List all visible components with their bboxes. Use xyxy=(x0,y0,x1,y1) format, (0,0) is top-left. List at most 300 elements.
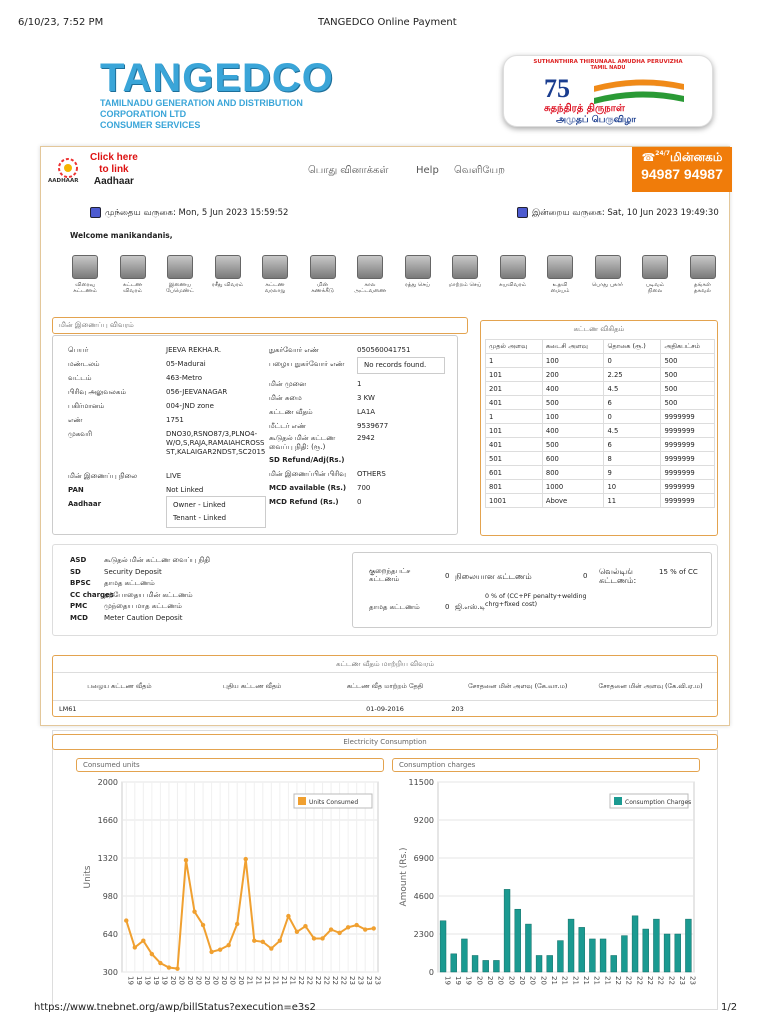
service-label: மின் கணக்கீடு xyxy=(311,282,334,294)
legend-swatch xyxy=(614,797,622,805)
revision-header: பழைய கட்டண வீதம் xyxy=(87,682,152,690)
tariff-cell: 800 xyxy=(542,466,604,480)
service-mail[interactable] xyxy=(686,255,720,294)
revision-header: சோதனை மின் அளவு (கே.வி.ஏ.ம) xyxy=(598,682,703,690)
data-point xyxy=(329,927,333,931)
service-profile[interactable] xyxy=(496,255,530,288)
conn-row xyxy=(269,422,459,434)
conn-row xyxy=(269,498,459,512)
bar[interactable] xyxy=(536,955,542,972)
tariff-cell: 100 xyxy=(542,354,604,368)
bar[interactable] xyxy=(568,919,574,972)
legend-key: BPSC xyxy=(70,579,91,587)
late-charge-value: 0 xyxy=(445,603,450,611)
x-tick-label: 22 xyxy=(296,976,305,985)
conn-label: MCD available (Rs.) xyxy=(269,484,347,492)
service-label: இணைய பேமெண்ட் xyxy=(165,282,195,294)
conn-row xyxy=(68,430,278,472)
conn-row xyxy=(68,472,278,486)
revision-header: சோதனை மின் அளவு (கே.வா.ம) xyxy=(468,682,568,690)
data-point xyxy=(363,927,367,931)
support-icon xyxy=(547,255,573,279)
conn-label: பிரிவு அலுவலகம் xyxy=(68,388,126,396)
tariff-cell: 601 xyxy=(486,466,543,480)
legend-row xyxy=(70,602,350,614)
legend-key: PMC xyxy=(70,602,88,610)
y-tick-label: 2000 xyxy=(97,778,118,787)
conn-value: JEEVA REKHA.R. xyxy=(166,346,222,354)
legend-value: Security Deposit xyxy=(104,567,162,576)
conn-label: மீட்டர் எண் xyxy=(269,422,307,430)
bar[interactable] xyxy=(589,939,595,972)
table-row xyxy=(486,382,715,396)
aadhaar-status-box xyxy=(166,496,266,528)
tariff-cell: 0 xyxy=(604,410,661,424)
amrit-num: 75 xyxy=(544,74,570,103)
tariff-cell: Above xyxy=(542,494,604,508)
aadhaar-link-line1: Click here xyxy=(90,152,138,163)
conn-row xyxy=(269,470,459,484)
service-payment[interactable] xyxy=(163,255,197,294)
nav-faq[interactable]: பொது வினாக்கள் xyxy=(308,165,389,176)
x-tick-label: 21 xyxy=(603,976,612,985)
late-charge-label: தாமத கட்டணம் xyxy=(369,603,420,611)
bar[interactable] xyxy=(493,960,499,972)
table-row xyxy=(486,438,715,452)
min-charge-value: 0 xyxy=(445,572,450,580)
x-tick-label: 22 xyxy=(635,976,644,985)
conn-label: கூடுதல் மின் கட்டண வைப்பு நிதி: (ரூ.) xyxy=(269,434,336,451)
data-point xyxy=(167,965,171,969)
conn-value: 9539677 xyxy=(357,422,389,430)
conn-label: பெயர் xyxy=(68,346,89,354)
clock-icon xyxy=(90,207,101,218)
x-tick-label: 22 xyxy=(667,976,676,985)
service-quick-pay[interactable] xyxy=(68,255,102,294)
revision-panel xyxy=(52,655,718,717)
x-tick-label: 19 xyxy=(454,976,462,985)
x-tick-label: 23 xyxy=(356,976,365,985)
tariff-cell: 500 xyxy=(661,354,715,368)
conn-value: 1751 xyxy=(166,416,184,424)
revision-cell: 203 xyxy=(451,704,464,713)
legend-row xyxy=(70,614,350,626)
revision-header: கட்டண வீத மாற்றம் தேதி xyxy=(346,682,424,690)
bar[interactable] xyxy=(685,919,691,972)
mail-icon xyxy=(690,255,716,279)
y-tick-label: 4600 xyxy=(413,892,434,901)
tariff-cell: 500 xyxy=(661,382,715,396)
conn-value: 700 xyxy=(357,484,371,492)
bar[interactable] xyxy=(675,934,681,972)
service-history[interactable] xyxy=(258,255,292,294)
tariff-cell: 9999999 xyxy=(661,438,715,452)
data-point xyxy=(218,947,222,951)
logo-line2: CONSUMER SERVICES xyxy=(100,120,201,130)
conn-row xyxy=(269,360,459,380)
conn-value: DNO30,RSNO87/3,PLNO4-W/O,S,RAJA,RAMAIAHCROSS ST,KALAIGAR2NDST,SC2015 xyxy=(166,430,266,456)
legend-swatch xyxy=(298,797,306,805)
receipt-icon xyxy=(215,255,241,279)
service-cancel[interactable] xyxy=(401,255,435,288)
service-checklist[interactable] xyxy=(591,255,625,288)
print-header-datetime: 6/10/23, 7:52 PM xyxy=(18,17,104,28)
x-tick-label: 20 xyxy=(194,976,203,985)
revision-cell: LM61 xyxy=(59,704,77,713)
service-bill-status[interactable] xyxy=(116,255,150,294)
service-edit[interactable] xyxy=(448,255,482,288)
conn-label: மின் இணைப்பு நிலை xyxy=(68,472,138,480)
x-tick-label: 22 xyxy=(646,976,654,985)
tariff-cell: 400 xyxy=(542,424,604,438)
bar[interactable] xyxy=(611,955,617,972)
bar[interactable] xyxy=(664,934,670,972)
service-calculator[interactable] xyxy=(306,255,340,294)
logo-line1: TAMILNADU GENERATION AND DISTRIBUTION CORPORATION LTD xyxy=(100,98,303,119)
service-label: கட்டண விவரம் xyxy=(122,282,143,294)
tariff-cell: 9 xyxy=(604,466,661,480)
revision-cell xyxy=(584,701,717,717)
data-point xyxy=(278,939,282,943)
tariff-cell: 8 xyxy=(604,452,661,466)
data-point xyxy=(244,857,248,861)
conn-row xyxy=(269,434,459,456)
conn-row xyxy=(68,346,278,360)
conn-label: Aadhaar xyxy=(68,500,102,508)
aadhaar-label: AADHAAR xyxy=(48,178,79,184)
x-tick-label: 22 xyxy=(614,976,622,985)
conn-label: மின் இணைப்பின் பிரிவு xyxy=(269,470,346,478)
conn-label: பழைய நுகர்வோர் எண் xyxy=(269,360,345,368)
service-label: விரைவு கட்டணம் xyxy=(73,282,97,294)
tariff-cell: 101 xyxy=(486,368,543,382)
tariff-cell: 4.5 xyxy=(604,424,661,438)
legend-row xyxy=(70,556,350,568)
x-tick-label: 20 xyxy=(518,976,526,985)
service-label: படிவம் நிலை xyxy=(645,282,665,294)
legend-key: SD xyxy=(70,567,81,576)
bar[interactable] xyxy=(643,929,649,972)
tariff-header: தொகை (ரூ.) xyxy=(604,340,661,354)
conn-value: No records found. xyxy=(357,357,445,374)
forms-icon xyxy=(642,255,668,279)
bar[interactable] xyxy=(451,954,457,972)
bar[interactable] xyxy=(483,960,489,972)
x-tick-label: 20 xyxy=(177,976,186,985)
last-visit-label: முந்தைய வருகை: xyxy=(105,208,176,218)
units-chart xyxy=(76,776,386,1000)
service-label: மாற்றம் செய் xyxy=(448,282,482,288)
y-tick-label: 11500 xyxy=(408,778,434,787)
y-tick-label: 2300 xyxy=(413,930,434,939)
conn-row xyxy=(269,408,459,422)
data-point xyxy=(261,940,265,944)
bar[interactable] xyxy=(547,955,553,972)
data-point xyxy=(226,943,230,947)
data-point xyxy=(175,966,179,970)
tariff-cell: 401 xyxy=(486,396,543,410)
data-point xyxy=(124,918,128,922)
data-point xyxy=(209,950,213,954)
tariff-cell: 401 xyxy=(486,438,543,452)
data-point xyxy=(354,923,358,927)
conn-label: முகவரி xyxy=(68,430,92,438)
tariff-cell: 400 xyxy=(542,382,604,396)
tariff-cell: 9999999 xyxy=(661,452,715,466)
data-point xyxy=(320,936,324,940)
conn-label: வட்டம் xyxy=(68,374,92,382)
x-tick-label: 19 xyxy=(151,976,160,985)
last-visit xyxy=(90,207,288,219)
y-tick-label: 980 xyxy=(102,892,118,901)
quick-pay-icon xyxy=(72,255,98,279)
conn-row xyxy=(68,416,278,430)
helpline-banner[interactable] xyxy=(632,147,732,192)
x-tick-label: 19 xyxy=(143,976,152,985)
legend-value: தாமத கட்டணம் xyxy=(104,579,155,587)
data-point xyxy=(192,909,196,913)
history-icon xyxy=(262,255,288,279)
revision-cell xyxy=(186,701,319,717)
data-point xyxy=(286,914,290,918)
bar[interactable] xyxy=(472,955,478,972)
tariff-cell: 6 xyxy=(604,438,661,452)
x-tick-label: 21 xyxy=(571,976,580,985)
x-tick-label: 22 xyxy=(314,976,322,985)
conn-value: 0 xyxy=(357,498,362,506)
table-row xyxy=(486,466,715,480)
legend-value: தற்போதைய மின் கட்டணம் xyxy=(104,590,193,599)
conn-label: பகிர்மானம் xyxy=(68,402,105,410)
tariff-cell: 9999999 xyxy=(661,424,715,438)
bar[interactable] xyxy=(579,927,585,972)
conn-value: 05-Madurai xyxy=(166,360,206,368)
x-tick-label: 21 xyxy=(550,976,558,985)
conn-row xyxy=(68,374,278,388)
service-label: கட்டண வரலாறு xyxy=(264,282,286,294)
conn-row xyxy=(68,402,278,416)
service-icons xyxy=(68,255,718,303)
y-tick-label: 6900 xyxy=(413,854,434,863)
x-tick-label: 22 xyxy=(322,976,331,985)
service-label: கால அட்டவணை xyxy=(353,282,387,294)
gst-label: ஜி.எஸ்.டி xyxy=(455,603,486,611)
y-tick-label: 300 xyxy=(102,968,118,977)
conn-row xyxy=(68,388,278,402)
bar[interactable] xyxy=(504,889,510,972)
data-point xyxy=(337,931,341,935)
table-row xyxy=(486,424,715,438)
x-tick-label: 23 xyxy=(373,976,382,985)
tariff-cell: 1 xyxy=(486,354,543,368)
service-support[interactable] xyxy=(543,255,577,294)
x-tick-label: 20 xyxy=(168,976,177,985)
min-charge-label: குறைந்தபட்ச கட்டணம் xyxy=(369,567,411,583)
y-tick-label: 9200 xyxy=(413,816,434,825)
table-row xyxy=(486,396,715,410)
nav-logout[interactable]: வெளியேற xyxy=(454,165,505,176)
bar[interactable] xyxy=(632,916,638,972)
legend-key: ASD xyxy=(70,556,87,564)
aadhaar-link[interactable] xyxy=(48,150,148,190)
tariff-title: கட்டண விகிதம் xyxy=(573,325,625,333)
phone-icon: ☎ xyxy=(641,151,656,164)
x-tick-label: 19 xyxy=(160,976,169,985)
calculator-icon xyxy=(310,255,336,279)
tariff-panel xyxy=(480,320,718,536)
x-tick-label: 20 xyxy=(486,976,494,985)
service-forms[interactable] xyxy=(638,255,672,294)
table-row xyxy=(486,494,715,508)
x-tick-label: 21 xyxy=(288,976,297,985)
last-visit-value: Mon, 5 Jun 2023 15:59:52 xyxy=(178,208,289,218)
tariff-header: முதல் அளவு xyxy=(486,340,543,354)
bar[interactable] xyxy=(515,909,521,972)
connection-section-title: மின் இணைப்பு விவரம் xyxy=(52,317,468,334)
legend-row xyxy=(70,579,350,591)
conn-label: PAN xyxy=(68,486,84,494)
y-axis-label: Amount (Rs.) xyxy=(399,847,409,907)
revision-table xyxy=(53,672,717,717)
x-tick-label: 22 xyxy=(331,976,340,985)
consumption-title: Electricity Consumption xyxy=(52,734,718,750)
tariff-header: கடைசி அளவு xyxy=(542,340,604,354)
x-tick-label: 20 xyxy=(539,976,548,985)
tariff-cell: 9999999 xyxy=(661,494,715,508)
helpline-label: மின்னகம் xyxy=(670,150,723,164)
y-tick-label: 1320 xyxy=(97,854,118,863)
tariff-header: அதிகபட்சம் xyxy=(661,340,715,354)
data-point xyxy=(303,924,307,928)
tariff-cell: 100 xyxy=(542,410,604,424)
checklist-icon xyxy=(595,255,621,279)
gst-value: 0 % of (CC+PF penalty+welding chrg+fixed cost) xyxy=(485,593,587,608)
conn-label: மின் முனை xyxy=(269,380,307,388)
owner-status: Owner - Linked xyxy=(173,501,226,509)
bar[interactable] xyxy=(461,939,467,972)
x-tick-label: 21 xyxy=(262,976,271,985)
tariff-cell: 6 xyxy=(604,396,661,410)
service-calendar[interactable] xyxy=(353,255,387,294)
x-tick-label: 22 xyxy=(624,976,633,985)
data-point xyxy=(133,945,137,949)
amrit-tamil1: சுதந்திரத் திருநாள் xyxy=(544,103,625,114)
x-tick-label: 20 xyxy=(203,976,212,985)
charges-chart xyxy=(392,776,702,1000)
today-visit-value: Sat, 10 Jun 2023 19:49:30 xyxy=(607,208,719,218)
x-tick-label: 20 xyxy=(475,976,484,985)
conn-label: மண்டலம் xyxy=(68,360,100,368)
bar[interactable] xyxy=(600,939,606,972)
service-label: பொது புகார் xyxy=(591,282,624,288)
welcome-text: Welcome manikandanis, xyxy=(70,231,173,240)
data-point xyxy=(312,936,316,940)
print-header-title: TANGEDCO Online Payment xyxy=(318,17,457,28)
tariff-cell: 500 xyxy=(661,368,715,382)
x-tick-label: 21 xyxy=(254,976,263,985)
y-tick-label: 0 xyxy=(428,968,434,977)
conn-value: 3 KW xyxy=(357,394,375,402)
units-chart-title: Consumed units xyxy=(76,758,384,772)
service-label: ரத்து செய் xyxy=(405,282,430,288)
data-point xyxy=(141,939,145,943)
legend-label: Consumption Charges xyxy=(625,799,692,806)
calendar-icon xyxy=(357,255,383,279)
tariff-cell: 201 xyxy=(486,382,543,396)
edit-icon xyxy=(452,255,478,279)
data-point xyxy=(184,858,188,862)
conn-label: மின் சுமை xyxy=(269,394,302,402)
tariff-cell: 1 xyxy=(486,410,543,424)
nav-help[interactable]: Help xyxy=(416,165,439,176)
tariff-cell: 500 xyxy=(542,396,604,410)
cancel-icon xyxy=(405,255,431,279)
amrit-line2: TAMIL NADU xyxy=(590,65,626,71)
bar[interactable] xyxy=(621,936,627,972)
x-tick-label: 20 xyxy=(211,976,220,985)
x-tick-label: 23 xyxy=(365,976,374,985)
amrit-line1: SUTHANTHIRA THIRUNAAL AMUDHA PERUVIZHA xyxy=(533,59,683,65)
x-tick-label: 20 xyxy=(220,976,229,985)
conn-row xyxy=(269,380,459,394)
tariff-cell: 0 xyxy=(604,354,661,368)
conn-row xyxy=(269,456,459,470)
tangedco-logo xyxy=(100,58,360,128)
welding-charge-value: 15 % of CC xyxy=(659,568,698,576)
aadhaar-link-line3: Aadhaar xyxy=(93,176,134,187)
data-point xyxy=(158,961,162,965)
tariff-cell: 11 xyxy=(604,494,661,508)
bar[interactable] xyxy=(440,921,446,972)
conn-value: 056-JEEVANAGAR xyxy=(166,388,228,396)
welding-charge-label: வெல்டிங் கட்டணம்: xyxy=(599,567,637,585)
bar[interactable] xyxy=(525,924,531,972)
print-footer-page: 1/2 xyxy=(721,1002,738,1013)
tenant-status: Tenant - Linked xyxy=(173,514,227,522)
x-tick-label: 23 xyxy=(688,976,697,985)
tariff-cell: 101 xyxy=(486,424,543,438)
service-label: உதவி மையம் xyxy=(550,282,570,294)
conn-value: 1 xyxy=(357,380,362,388)
x-tick-label: 19 xyxy=(443,976,452,985)
x-tick-label: 19 xyxy=(134,976,143,985)
service-receipt[interactable] xyxy=(211,255,245,288)
data-point xyxy=(150,952,154,956)
x-tick-label: 21 xyxy=(271,976,280,985)
table-row xyxy=(486,480,715,494)
x-tick-label: 21 xyxy=(560,976,569,985)
x-tick-label: 21 xyxy=(592,976,601,985)
legend-key: CC charges xyxy=(70,590,114,599)
aadhaar-logo-icon xyxy=(50,152,86,178)
conn-label: MCD Refund (Rs.) xyxy=(269,498,339,506)
aadhaar-link-line2: to link xyxy=(99,164,129,175)
logo-title: TANGEDCO xyxy=(100,56,334,100)
tariff-cell: 9999999 xyxy=(661,466,715,480)
helpline-prefix: 24/7 xyxy=(655,150,670,157)
table-row xyxy=(486,354,715,368)
legend-value: முந்தைய மாத கட்டணம் xyxy=(104,602,182,610)
amrit-banner xyxy=(503,55,713,127)
legend-value: Meter Caution Deposit xyxy=(104,613,183,622)
x-tick-label: 21 xyxy=(245,976,254,985)
x-tick-label: 20 xyxy=(528,976,537,985)
conn-row xyxy=(269,484,459,498)
bar[interactable] xyxy=(557,941,563,972)
bar[interactable] xyxy=(653,919,659,972)
tariff-cell: 2.25 xyxy=(604,368,661,382)
data-point xyxy=(235,922,239,926)
